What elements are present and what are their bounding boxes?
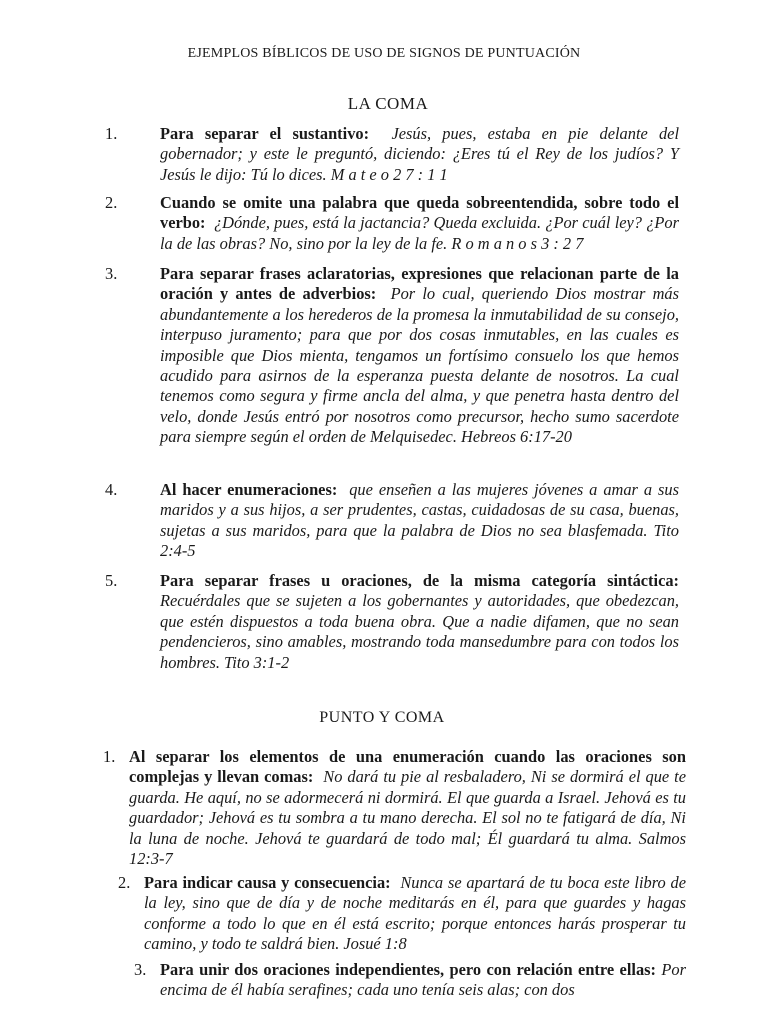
- rule-text: Para separar frases aclaratorias, expresiones que relacionan parte de la oración y antes de adverbios:: [160, 264, 679, 304]
- rule-text: Para separar frases u oraciones, de la misma categoría sintáctica:: [160, 571, 679, 590]
- list-item-number: 2.: [105, 193, 118, 212]
- rule-text: Para indicar causa y consecuencia:: [144, 873, 391, 892]
- rule-text: Al hacer enumeraciones:: [160, 480, 338, 499]
- list-item-number: 1.: [103, 747, 116, 766]
- list-item-punto-y-coma-3: [134, 960, 686, 1001]
- list-item-coma-3: [105, 264, 679, 448]
- list-item-number: 4.: [105, 480, 118, 499]
- rule-text: Al separar los elementos de una enumeración cuando las oraciones son complejas y llevan comas:: [129, 747, 686, 787]
- list-item-punto-y-coma-2: [118, 873, 687, 955]
- example-quote: Por lo cual, queriendo Dios mostrar más abundantemente a los herederos de la promesa la inmutabilidad de su consejo, interpuso juramento; para que por dos cosas inmutables, en las cuales es imposible que Dios mienta, tengamos un fortísimo consuelo los que hemos acudido para asirnos de la esperanza puesta delante de nosotros. La cual tenemos como segura y firme ancla del alma, y que penetra hasta dentro del velo, donde Jesús entró por nosotros como precursor, hecho sumo sacerdote para siempre según el orden de Melquisedec. Hebreos 6:17-20: [160, 284, 679, 447]
- list-item-number: 1.: [105, 124, 118, 143]
- example-quote: ¿Dónde, pues, está la jactancia? Queda excluida. ¿Por cuál ley? ¿Por la de las obras? No, sino por la ley de la fe. R o m a n o s 3 : 2 7: [160, 213, 679, 253]
- document-title: EJEMPLOS BÍBLICOS DE USO DE SIGNOS DE PUNTUACIÓN: [187, 46, 581, 61]
- example-quote: Nunca se apartará de tu boca este libro de la ley, sino que de día y de noche meditarás en él, para que guardes y hagas conforme a todo lo que en él está escrito; porque entonces harás prosperar tu camino, y todo te saldrá bien. Josué 1:8: [144, 873, 687, 954]
- rule-text: Cuando se omite una palabra que queda sobreentendida, sobre todo el verbo:: [160, 193, 679, 233]
- list-item-coma-4: [105, 480, 679, 562]
- example-quote: Jesús, pues, estaba en pie delante del gobernador; y este le preguntó, diciendo: ¿Eres tú el Rey de los judíos? Y Jesús le dijo: Tú lo dices. M a t e o 2 7 : 1 1: [160, 124, 679, 184]
- list-item-number: 3.: [105, 264, 118, 283]
- list-item-number: 2.: [118, 873, 131, 892]
- list-item-coma-1: [105, 124, 679, 185]
- example-quote: Recuérdales que se sujeten a los gobernantes y autoridades, que obedezcan, que estén dispuestos a toda buena obra. Que a nadie difamen, que no sean pendencieros, sino amables, mostrando toda mansedumbre para con todos los hombres. Tito 3:1-2: [160, 591, 679, 672]
- section-heading-la-coma: LA COMA: [347, 94, 429, 113]
- list-item-number: 5.: [105, 571, 118, 590]
- example-quote: No dará tu pie al resbaladero, Ni se dormirá el que te guarda. He aquí, no se adormecerá ni dormirá. El que guarda a Israel. Jehová es tu guardador; Jehová es tu sombra a tu mano derecha. El sol no te fatigará de día, Ni la luna de noche. Jehová te guardará de todo mal; Él guardará tu alma. Salmos 12:3-7: [129, 767, 686, 869]
- list-item-number: 3.: [134, 960, 147, 979]
- list-item-punto-y-coma-1: [103, 747, 686, 869]
- list-item-coma-5: [105, 571, 679, 673]
- example-quote: Por encima de él había serafines; cada uno tenía seis alas; con dos: [160, 960, 686, 1000]
- section-heading-punto-y-coma: PUNTO Y COMA: [319, 709, 445, 726]
- rule-text: Para separar el sustantivo:: [160, 124, 370, 143]
- rule-text: Para unir dos oraciones independientes, pero con relación entre ellas:: [160, 960, 656, 979]
- list-item-coma-2: [105, 193, 679, 254]
- example-quote: que enseñen a las mujeres jóvenes a amar a sus maridos y a sus hijos, a ser prudentes, castas, cuidadosas de su casa, buenas, sujetas a sus maridos, para que la palabra de Dios no sea blasfemada. Tito 2:4-5: [160, 480, 679, 561]
